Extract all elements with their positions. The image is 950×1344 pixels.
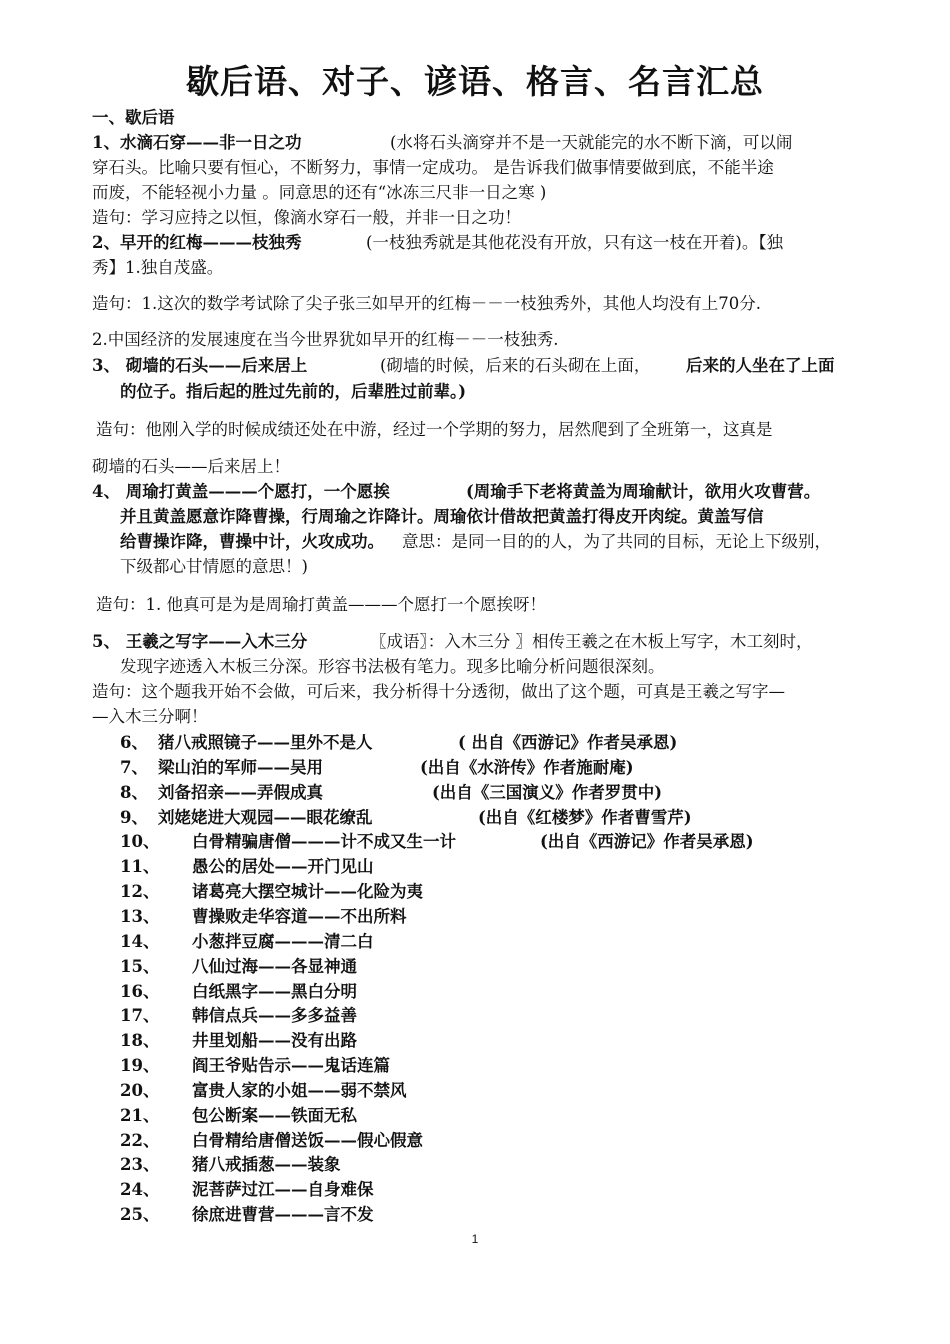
list-item-text: 猪八戒插葱——装象 xyxy=(192,1155,341,1175)
entry-3-heading: 3、 砌墙的石头——后来居上 xyxy=(92,356,308,375)
entry-4-line-2: 并且黄盖愿意诈降曹操，行周瑜之诈降计。周瑜依计借故把黄盖打得皮开肉绽。黄盖写信 xyxy=(120,507,764,526)
list-item-text: 白骨精给唐僧送饭——假心假意 xyxy=(192,1130,423,1150)
list-item-source: (出自《三国演义》作者罗贯中) xyxy=(432,782,663,802)
list-item-number: 25、 xyxy=(120,1205,160,1225)
list-item-number: 14、 xyxy=(120,931,160,951)
list-item-number: 7、 xyxy=(120,757,148,777)
list-item-number: 18、 xyxy=(120,1031,160,1051)
entry-1-example: 造句：学习应持之以恒，像滴水穿石一般，并非一日之功！ xyxy=(92,208,521,227)
entry-5-heading: 5、 王羲之写字——入木三分 xyxy=(92,632,308,651)
entry-1-heading: 1、水滴石穿——非一日之功 xyxy=(92,133,302,152)
list-item-text: 富贵人家的小姐——弱不禁风 xyxy=(192,1080,407,1100)
entry-1-line-2: 穿石头。比喻只要有恒心，不断努力，事情一定成功。 是告诉我们做事情要做到底，不能半途 xyxy=(92,158,774,177)
list-item-text: 诸葛亮大摆空城计——化险为夷 xyxy=(192,882,423,902)
list-item-text: 韩信点兵——多多益善 xyxy=(192,1006,357,1026)
entry-4-heading: 4、 周瑜打黄盖———个愿打，一个愿挨 xyxy=(92,482,390,501)
list-item-number: 11、 xyxy=(120,857,160,877)
entry-2-example-2: 2.中国经济的发展速度在当今世界犹如早开的红梅－－一枝独秀. xyxy=(92,330,559,349)
entry-3-example-2: 砌墙的石头——后来居上！ xyxy=(92,457,290,476)
list-item-number: 13、 xyxy=(120,906,160,926)
entry-2-example-1: 造句：1.这次的数学考试除了尖子张三如早开的红梅－－一枝独秀外，其他人均没有上70分. xyxy=(92,294,761,313)
entry-4-line-3b: 意思：是同一目的的人，为了共同的目标，无论上下级别， xyxy=(402,532,831,551)
list-item-text: 刘备招亲——弄假成真 xyxy=(158,782,323,802)
list-item-number: 24、 xyxy=(120,1180,160,1200)
entry-3-line-2: 的位子。指后起的胜过先前的，后辈胜过前辈。) xyxy=(120,382,467,401)
entry-4-example: 造句：1. 他真可是为是周瑜打黄盖———个愿打一个愿挨呀！ xyxy=(96,595,546,614)
list-item-text: 泥菩萨过江——自身难保 xyxy=(192,1180,374,1200)
entry-5-example-2: —入木三分啊！ xyxy=(92,707,208,726)
document-title: 歇后语、对子、谚语、格言、名言汇总 xyxy=(186,62,764,101)
list-item-text: 刘姥姥进大观园——眼花缭乱 xyxy=(158,807,373,827)
list-item-number: 10、 xyxy=(120,832,160,852)
list-item-text: 小葱拌豆腐———清二白 xyxy=(192,931,374,951)
list-item-text: 徐庶进曹营———言不发 xyxy=(192,1205,374,1225)
list-item-text: 包公断案——铁面无私 xyxy=(192,1105,357,1125)
list-item-text: 梁山泊的军师——吴用 xyxy=(158,757,323,777)
list-item-source: (出自《红楼梦》作者曹雪芹) xyxy=(478,807,692,827)
entry-4-line-3a: 给曹操诈降，曹操中计，火攻成功。 xyxy=(120,532,384,551)
list-item-text: 井里划船——没有出路 xyxy=(192,1031,357,1051)
list-item-number: 22、 xyxy=(120,1130,160,1150)
list-item-text: 白骨精骗唐僧———计不成又生一计 xyxy=(192,832,456,852)
page-number: 1 xyxy=(471,1232,479,1246)
list-item-number: 19、 xyxy=(120,1056,160,1076)
entry-2-heading: 2、早开的红梅———枝独秀 xyxy=(92,233,302,252)
entry-2-line-1: (一枝独秀就是其他花没有开放，只有这一枝在开着)。【独 xyxy=(366,233,784,252)
list-item-text: 白纸黑字——黑白分明 xyxy=(192,981,357,1001)
list-item-number: 8、 xyxy=(120,782,148,802)
list-item-number: 9、 xyxy=(120,807,148,827)
list-item-source: (出自《水浒传》作者施耐庵) xyxy=(420,757,634,777)
entry-4-line-1: (周瑜手下老将黄盖为周瑜献计，欲用火攻曹营。 xyxy=(466,482,821,501)
list-item-text: 猪八戒照镜子——里外不是人 xyxy=(158,733,373,752)
entry-3-line-1b: 后来的人坐在了上面 xyxy=(686,356,835,375)
entry-3-example-1: 造句：他刚入学的时候成绩还处在中游，经过一个学期的努力，居然爬到了全班第一，这真是 xyxy=(96,420,773,439)
list-item-text: 曹操败走华容道——不出所料 xyxy=(192,906,407,926)
entry-1-line-1: (水将石头滴穿并不是一天就能完的水不断下滴，可以闹 xyxy=(390,133,793,152)
entry-2-line-2: 秀】1.独自茂盛。 xyxy=(92,258,224,277)
entry-5-line-2: 发现字迹透入木板三分深。形容书法极有笔力。现多比喻分析问题很深刻。 xyxy=(120,657,665,676)
list-item-number: 20、 xyxy=(120,1080,160,1100)
entry-3-line-1a: (砌墙的时候，后来的石头砌在上面， xyxy=(380,356,651,375)
list-item-source: ( 出自《西游记》作者吴承恩) xyxy=(458,733,678,752)
list-item-number: 21、 xyxy=(120,1105,160,1125)
section-heading: 一、歇后语 xyxy=(92,108,175,127)
entry-5-line-1: 〖成语〗：入木三分 〗相传王羲之在木板上写字，木工刻时， xyxy=(370,632,813,651)
list-item-text: 愚公的居处——开门见山 xyxy=(192,857,374,877)
list-item-number: 16、 xyxy=(120,981,160,1001)
entry-5-example-1: 造句：这个题我开始不会做，可后来，我分析得十分透彻，做出了这个题，可真是王羲之写字— xyxy=(92,682,785,701)
list-item-number: 15、 xyxy=(120,956,160,976)
list-item-number: 23、 xyxy=(120,1155,160,1175)
list-item-number: 6、 xyxy=(120,733,148,752)
entry-1-line-3: 而废，不能轻视小力量 。同意思的还有“冰冻三尺非一日之寒 ) xyxy=(92,183,547,202)
list-item-source: (出自《西游记》作者吴承恩) xyxy=(540,832,754,852)
list-item-number: 12、 xyxy=(120,882,160,902)
list-item-text: 八仙过海——各显神通 xyxy=(192,956,357,976)
list-item-number: 17、 xyxy=(120,1006,160,1026)
entry-4-line-4: 下级都心甘情愿的意思！) xyxy=(120,557,308,576)
list-item-text: 阎王爷贴告示——鬼话连篇 xyxy=(192,1056,390,1076)
